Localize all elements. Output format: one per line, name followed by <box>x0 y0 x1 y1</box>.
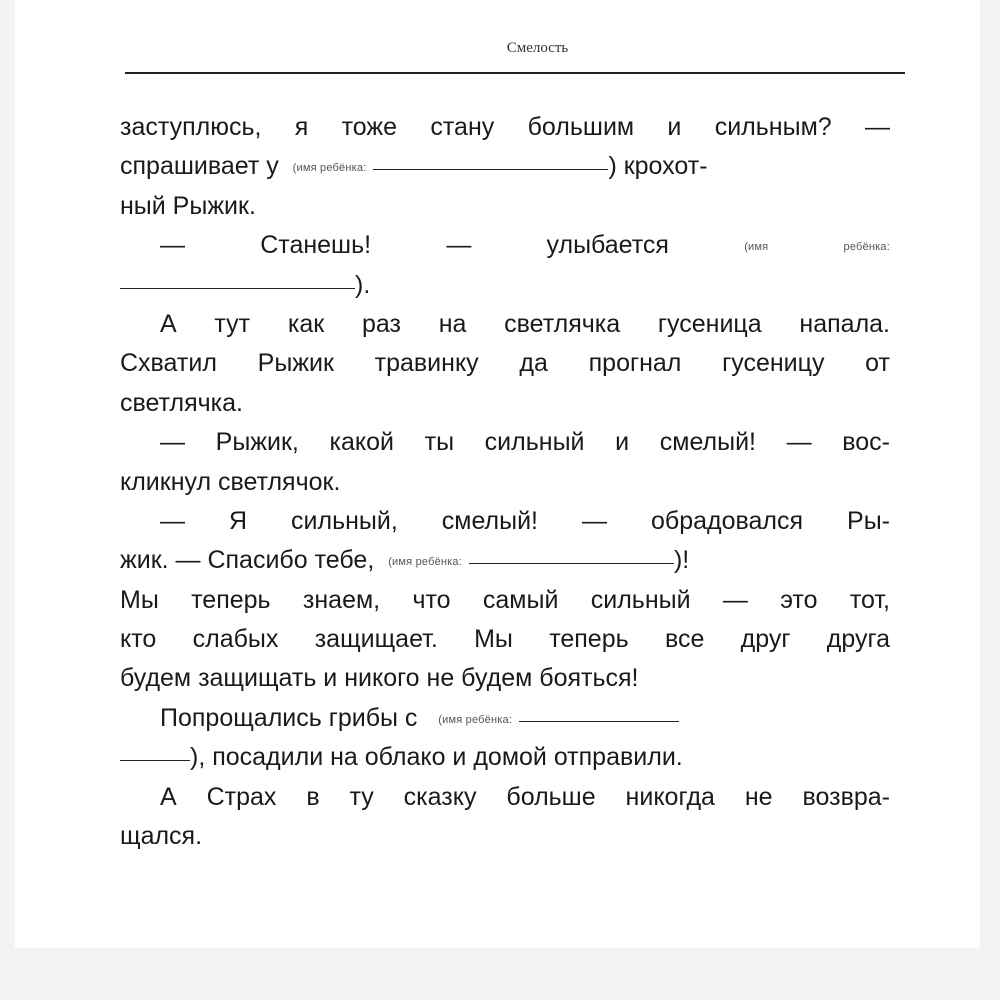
child-name-blank[interactable] <box>373 168 608 170</box>
header-rule <box>125 72 905 74</box>
text-line: жик. — Спасибо тебе, (имя ребёнка: )! <box>120 546 690 575</box>
child-name-blank[interactable] <box>120 287 355 289</box>
child-name-note: (имя ребёнка: <box>438 713 513 726</box>
child-name-note: (имя ребёнка: <box>292 162 367 175</box>
text-line: Попрощались грибы с (имя ребёнка: <box>120 699 890 738</box>
text-line: кликнул светлячок. <box>120 467 341 496</box>
child-name-note: (имя ребёнка: <box>388 556 463 569</box>
child-name-blank[interactable] <box>519 720 679 722</box>
text-line: заступлюсь, я тоже стану большим и сильным? — <box>120 113 890 141</box>
text-line: ), посадили на облако и домой отправили. <box>120 738 890 777</box>
child-name-note: (имя <box>744 241 769 254</box>
text-line: щался. <box>120 822 203 851</box>
text-line: Мы теперь знаем, что самый сильный — это тот, <box>120 585 890 614</box>
text-line: — Я сильный, смелый! — обрадовался Ры- <box>160 506 890 535</box>
text-line: — Станешь! — улыбается (имя ребёнка: <box>160 231 890 260</box>
child-name-blank[interactable] <box>469 562 674 564</box>
child-name-blank[interactable] <box>120 759 190 761</box>
text-line: будем защищать и никого не будем бояться! <box>120 664 639 693</box>
book-page <box>15 0 980 948</box>
text-line: кто слабых защищает. Мы теперь все друг друга <box>120 625 890 654</box>
text-line: ный Рыжик. <box>120 191 256 220</box>
text-line: А тут как раз на светлячка гусеница напала. <box>160 309 890 338</box>
running-title: Смелость <box>506 40 569 56</box>
text-line: ). <box>120 266 890 305</box>
text-line: — Рыжик, какой ты сильный и смелый! — вос- <box>160 428 890 457</box>
story-text <box>120 108 890 856</box>
text-line: А Страх в ту сказку больше никогда не возвра- <box>160 782 890 811</box>
text-line: светлячка. <box>120 388 243 417</box>
child-name-note: ребёнка: <box>843 241 890 254</box>
text-line: Схватил Рыжик травинку да прогнал гусеницу от <box>120 349 890 378</box>
text-line: спрашивает у (имя ребёнка: ) крохот- <box>120 152 708 181</box>
